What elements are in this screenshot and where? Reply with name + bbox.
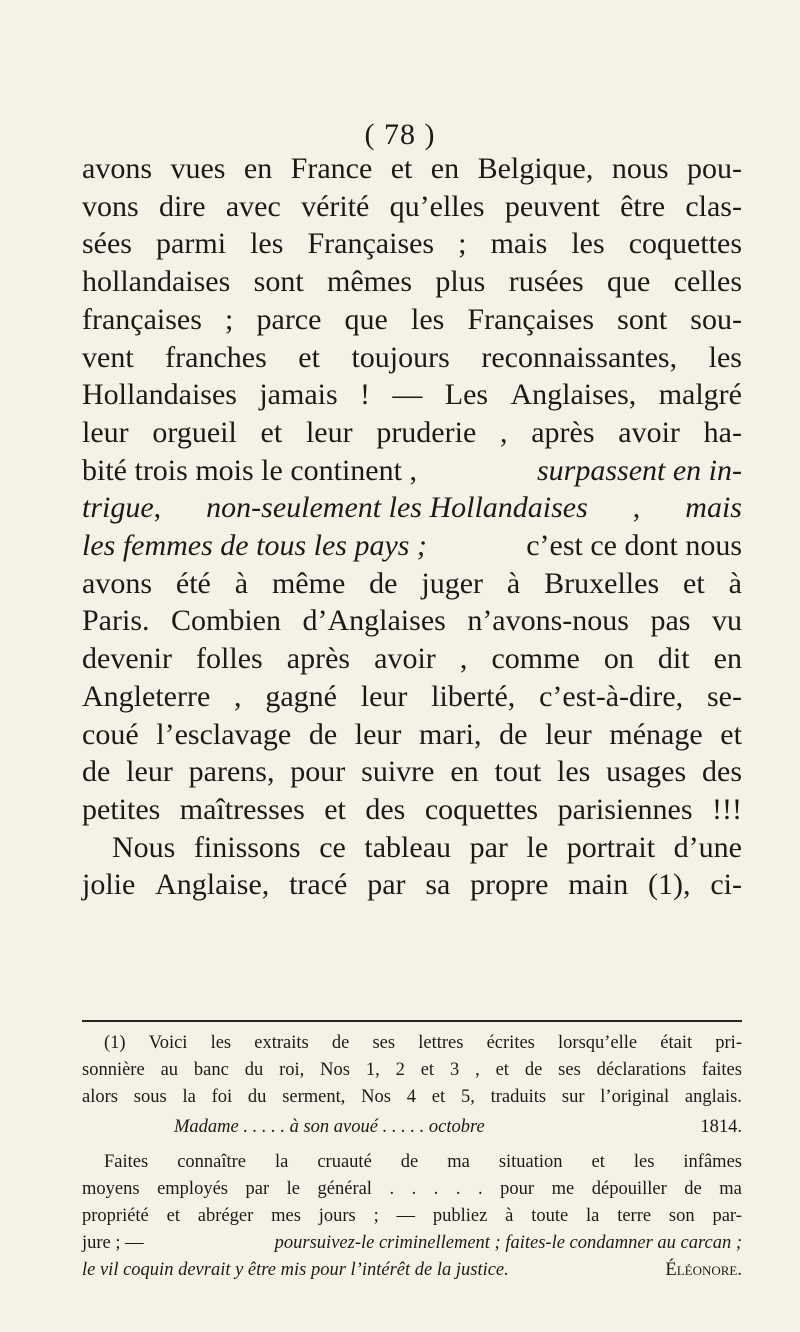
text-line: avons été à même de juger à Bruxelles et à [82, 566, 742, 600]
text-line: avons vues en France et en Belgique, nous pou- [82, 152, 742, 185]
text-line: vent franches et toujours reconnaissantes, les [82, 340, 742, 374]
text-line: hollandaises sont mêmes plus rusées que celles [82, 265, 742, 299]
page-number: ( 78 ) [364, 118, 436, 151]
text-line: françaises ; parce que les Françaises sont sou- [82, 302, 742, 336]
italic-segment: les femmes de tous les pays ; [82, 529, 427, 563]
text-line: de leur parens, pour suivre en tout les usages des [82, 755, 742, 789]
text-line: Nous finissons ce tableau par le portrait d’une [112, 830, 742, 864]
footnote-rule [82, 1020, 742, 1022]
text-segment: c’est ce dont nous [526, 529, 742, 563]
text-line: vons dire avec vérité qu’elles peuvent être clas- [82, 189, 742, 223]
text-line [82, 527, 742, 565]
text-segment: , [632, 491, 641, 525]
text-line: Angleterre , gagné leur liberté, c’est-à-dire, se- [82, 679, 742, 713]
footnote-line: (1) Voici les extraits de ses lettres écrites lorsqu’elle était pri- [104, 1033, 742, 1053]
italic-segment: poursuivez-le criminellement ; faites-le condamner au carcan ; [274, 1233, 742, 1253]
italic-segment: surpassent en in- [537, 453, 742, 487]
letter-year: 1814. [700, 1117, 742, 1137]
text-segment: , [153, 491, 162, 525]
footnote [82, 1030, 742, 1284]
italic-segment: mais [685, 491, 742, 525]
text-line [82, 489, 742, 527]
text-line: jolie Anglaise, tracé par sa propre main (1), ci- [82, 868, 742, 902]
letter-heading [82, 1114, 742, 1141]
text-segment: bité trois mois le continent , [82, 453, 417, 487]
text-line: Hollandaises jamais ! — Les Anglaises, malgré [82, 378, 742, 412]
signature: Éléonore. [665, 1260, 742, 1280]
text-line: leur orgueil et leur pruderie , après avoir ha- [82, 415, 742, 449]
italic-segment: le vil coquin devrait y être mis pour l’intérêt de la justice. [82, 1260, 509, 1280]
letter-line: Faites connaître la cruauté de ma situation et les infâmes [104, 1152, 742, 1172]
italic-segment: non-seulement les Hollandaises [206, 491, 588, 525]
text-line: devenir folles après avoir , comme on dit en [82, 642, 742, 676]
text-line: petites maîtresses et des coquettes parisiennes !!! [82, 792, 742, 826]
letter-heading-text: Madame . . . . . à son avoué . . . . . octobre [174, 1117, 485, 1137]
footnote-line: sonnière au banc du roi, Nos 1, 2 et 3 , et de ses déclarations faites [82, 1060, 742, 1080]
footnote-line: alors sous la foi du serment, Nos 4 et 5, traduits sur l’original anglais. [82, 1087, 742, 1107]
italic-segment: trigue [82, 491, 154, 525]
letter-line [82, 1257, 742, 1284]
text-segment: jure ; — [82, 1233, 144, 1253]
main-text [82, 150, 742, 904]
text-line: Paris. Combien d’Anglaises n’avons-nous pas vu [82, 604, 742, 638]
letter-line: propriété et abréger mes jours ; — publiez à toute la terre son par- [82, 1206, 742, 1226]
letter-line: moyens employés par le général . . . . . pour me dépouiller de ma [82, 1179, 742, 1199]
text-line: coué l’esclavage de leur mari, de leur ménage et [82, 717, 742, 751]
text-line: sées parmi les Françaises ; mais les coquettes [82, 227, 742, 261]
text-line [82, 452, 742, 490]
letter-line [82, 1230, 742, 1257]
